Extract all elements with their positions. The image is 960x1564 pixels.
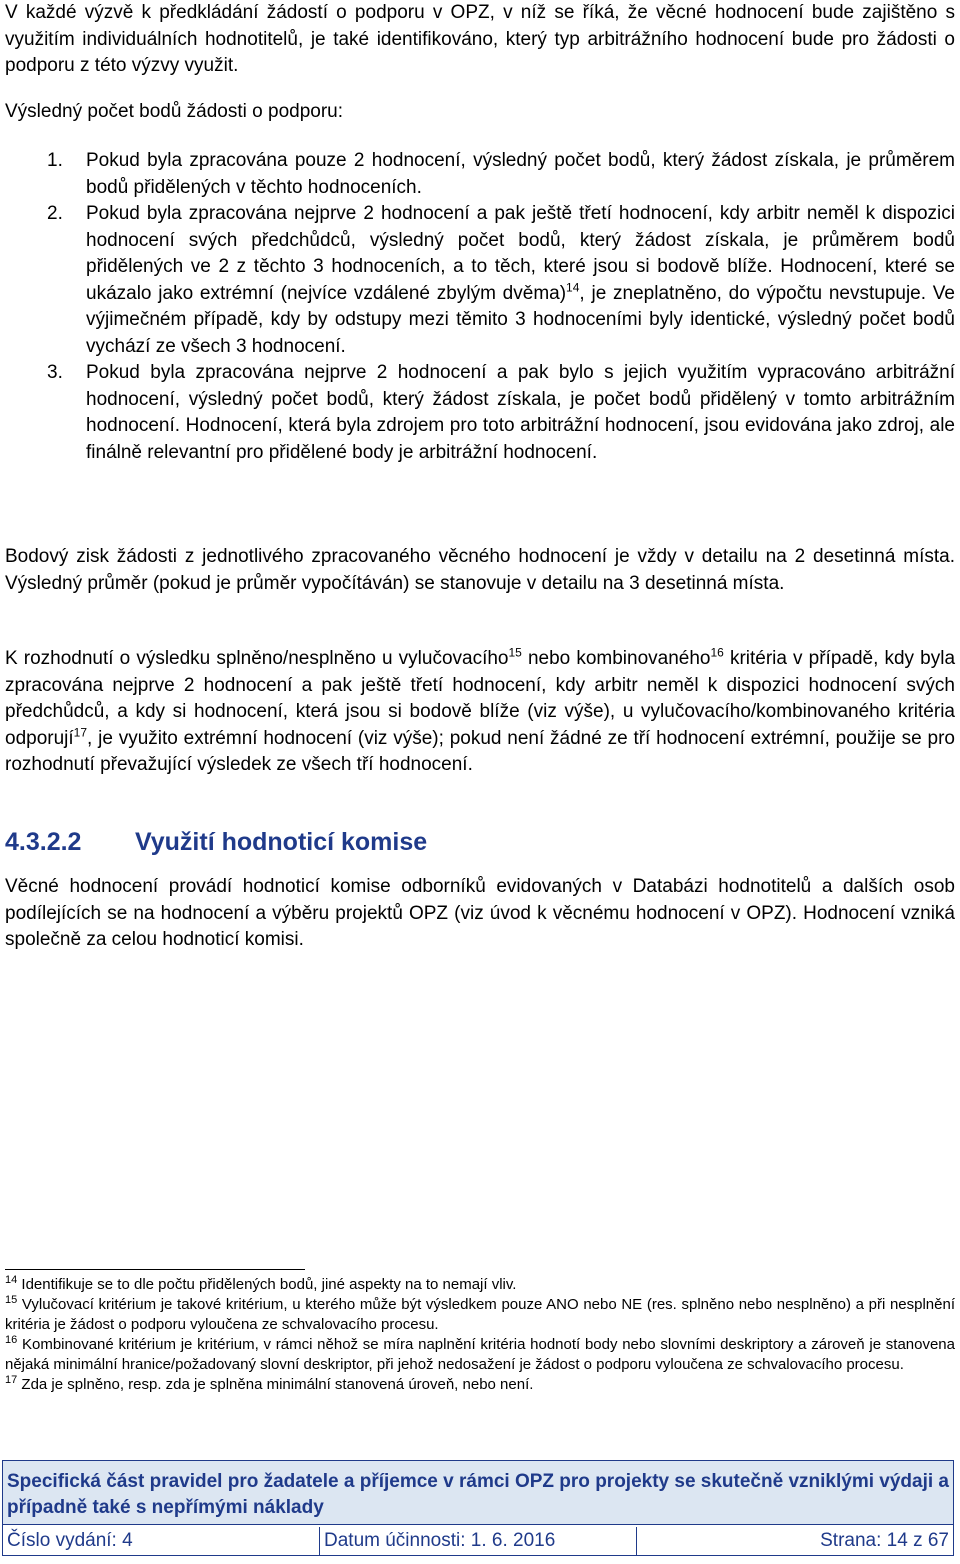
list-item-text-continued: , je zneplatněno, do výpočtu nevstupuje. Ve výjimečném případě, kdy by odstupy mezi těmito 3 hodnoceními byly identické, výsledný počet bodů vychází ze všech 3 hodnocení. (86, 282, 955, 357)
page-number: Strana: 14 z 67 (820, 1530, 949, 1551)
list-item (5, 148, 955, 201)
list-item-text: Pokud byla zpracována pouze 2 hodnocení, výsledný počet bodů, který žádost získala, je průměrem bodů přidělených v těchto hodnoceních. (86, 150, 955, 198)
list-item (5, 201, 955, 360)
list-item-text: Pokud byla zpracována nejprve 2 hodnocení a pak ještě třetí hodnocení, kdy arbitr neměl k dispozici hodnocení svých předchůdců, výsledný počet bodů, který žádost získala, je průměrem bodů přidělených ve 2 z těchto 3 hodnoceních, a to těch, které jsou si bodově blíže. Hodnocení, které se ukázalo jako extrémní (nejvíce vzdálené zbylým dvěma) (86, 203, 955, 304)
document-footer (2, 1460, 954, 1556)
committee-paragraph: Věcné hodnocení provádí hodnoticí komise odborníků evidovaných v Databázi hodnotitelů a dalších osob podílejících se na hodnocení a výběru projektů OPZ (viz úvod k věcnému hodnocení v OPZ). Hodnocení vzniká společně za celou hodnoticí komisi. (5, 876, 955, 950)
points-precision-paragraph: Bodový zisk žádosti z jednotlivého zpracovaného věcného hodnocení je vždy v detailu na 2 desetinná místa. Výsledný průměr (pokud je průměr vypočítáván) se stanovuje v detailu na 3 desetinná místa. (5, 546, 955, 594)
footnote-text: Kombinované kritérium je kritérium, v rámci něhož se míra naplnění kritéria hodnotí body nebo slovními deskriptory a zároveň je stanovena nějaká minimální hranice/požadovaný slovní deskriptor, při jehož nedosažení je žádost o podporu vyloučena ze schvalovacího procesu. (5, 1336, 955, 1373)
footnote-ref[interactable]: 17 (73, 725, 88, 740)
list-item-number: 2. (47, 203, 63, 224)
footnote-ref[interactable]: 15 (508, 645, 522, 660)
footnotes (5, 1275, 955, 1395)
footnote-text: Zda je splněno, resp. zda je splněna minimální stanovená úroveň, nebo není. (21, 1376, 534, 1393)
section-heading (5, 828, 427, 857)
intro-paragraph: V každé výzvě k předkládání žádostí o podporu v OPZ, v níž se říká, že věcné hodnocení bude zajištěno s využitím individuálních hodnotitelů, je také identifikováno, který typ arbitrážního hodnocení bude pro žádosti o podporu z této výzvy využit. (5, 2, 955, 76)
footnote (5, 1295, 955, 1335)
section-number: 4.3.2.2 (5, 828, 82, 856)
list-item-number: 1. (47, 150, 63, 171)
footnote-separator (5, 1269, 305, 1270)
footnote-ref[interactable]: 16 (710, 645, 724, 660)
footnote (5, 1335, 955, 1375)
footer-title: Specifická část pravidel pro žadatele a příjemce v rámci OPZ pro projekty se skutečně vzniklými výdaji a případně také s nepřímými náklady (3, 1461, 953, 1525)
decision-paragraph (5, 646, 955, 779)
section-title: Využití hodnoticí komise (135, 828, 428, 856)
decision-text: kritéria v případě, kdy byla zpracována nejprve 2 hodnocení a pak ještě třetí hodnocení, kdy arbitr neměl k dispozici hodnocení svých předchůdců, a kdy si hodnocení, která jsou si bodově blíže (viz výše), u vylučovacího/kombinovaného kritéria odporují (5, 648, 956, 749)
effective-date: Datum účinnosti: 1. 6. 2016 (320, 1527, 637, 1555)
decision-text: nebo kombinovaného (521, 648, 711, 669)
footnote-number: 15 (5, 1294, 18, 1306)
footnote (5, 1375, 955, 1395)
footnote-number: 17 (5, 1374, 18, 1386)
decision-text: K rozhodnutí o výsledku splněno/nesplněno u vylučovacího (5, 648, 509, 669)
footnote-number: 14 (5, 1274, 18, 1286)
footnote-number: 16 (5, 1334, 18, 1346)
points-subheading: Výsledný počet bodů žádosti o podporu: (5, 101, 344, 122)
footnote-text: Vylučovací kritérium je takové kritérium, u kterého může být výsledkem pouze ANO nebo NE (res. splněno nebo nesplněno) a při nesplnění kritéria je žádost o podporu vyloučena ze schvalovacího procesu. (5, 1296, 955, 1333)
list-item-number: 3. (47, 362, 63, 383)
edition-number: Číslo vydání: 4 (3, 1527, 320, 1555)
footer-meta (3, 1527, 953, 1555)
list-item (5, 360, 955, 466)
list-item-text: Pokud byla zpracována nejprve 2 hodnocení a pak bylo s jejich využitím vypracováno arbitrážní hodnocení, výsledný počet bodů, který žádost získala, je počet bodů přidělený v tomto arbitrážním hodnocení. Hodnocení, která byla zdrojem pro toto arbitrážní hodnocení, jsou evidována jako zdroj, ale finálně relevantní pro přidělené body je arbitrážní hodnocení. (86, 362, 955, 463)
points-list (5, 148, 955, 466)
footnote-ref[interactable]: 14 (566, 280, 580, 295)
footnote (5, 1275, 955, 1295)
decision-text: , je využito extrémní hodnocení (viz výše); pokud není žádné ze tří hodnocení extrémní, použije se pro rozhodnutí převažující výsledek ze všech tří hodnocení. (5, 727, 955, 775)
footnote-text: Identifikuje se to dle počtu přidělených bodů, jiné aspekty na to nemají vliv. (21, 1276, 517, 1293)
